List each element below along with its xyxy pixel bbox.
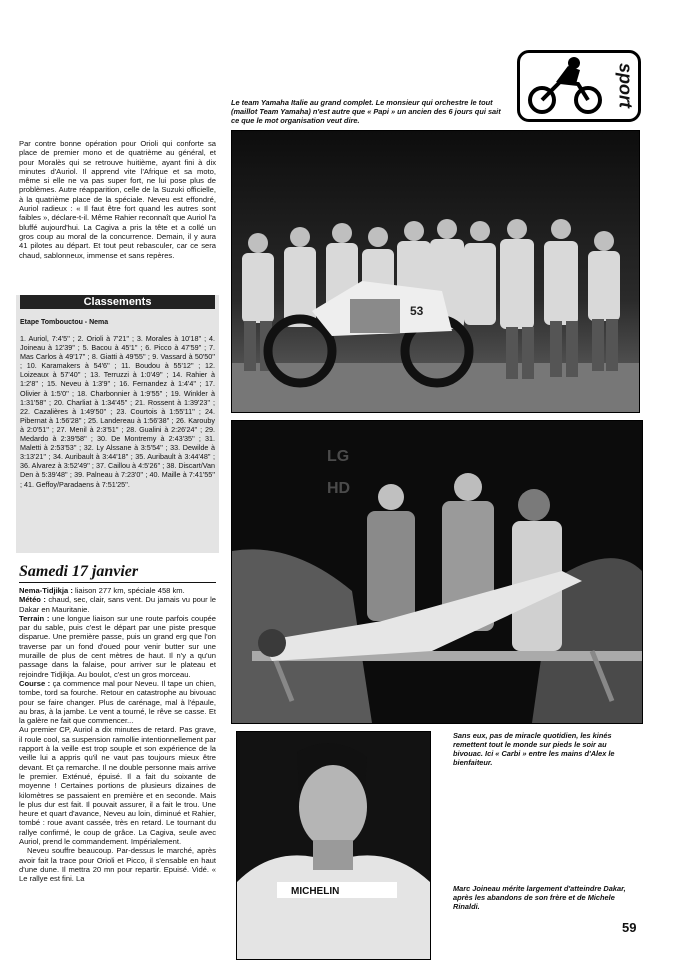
samedi-heading: Samedi 17 janvier: [19, 563, 139, 580]
meteo-label: Météo :: [19, 595, 46, 605]
photo-physio: [231, 420, 643, 724]
classements-stage: Etape Tombouctou - Nema: [20, 319, 109, 326]
classements-box: [16, 295, 219, 553]
meteo-text: chaud, sec, clair, sans vent. Du jamais vu pour le Dakar en Mauritanie.: [19, 595, 216, 614]
terrain-label: Terrain :: [19, 613, 50, 623]
sponsor-label: MICHELIN: [291, 886, 340, 897]
route-label: Nema-Tidjikja :: [19, 586, 73, 595]
route-text: liaison 277 km, spéciale 458 km.: [72, 586, 185, 595]
sport-logo: [517, 50, 641, 122]
samedi-para2: Au premier CP, Auriol a dix minutes de retard. Pas grave, il roule cool, sa suspension ramollie intentionnellement par rapport à la veille est trop souple et son expérience de la veille lui a appris qu'il ne vaut pas toujours mieux être devant. Et ça remarche. Il ne double personne mais arrive le premier. Exténué, épuisé. Il a fait du soixante de moyenne ! Certaines portions de plusieurs dizaines de kilomètres se passaient en première et en seconde. Mais le plus dur est fait. Il pouvait assurer, il a fait le trou. Une heure et quart d'avance, Neveu au loin, diminué et Rahier, tombé : roue avant cassée, très en retard. Le tournant du rallye confirmé, le coup de grâce. La Cagiva, seule avec Auriol, prend le commandement. Impérialement.: [19, 725, 216, 847]
watermark-hd: HD: [327, 480, 351, 497]
photo-marc-joineau: [236, 731, 431, 960]
motorcycle-icon: [526, 56, 606, 116]
photo-yamaha-team: [231, 130, 640, 413]
sport-label: sport: [615, 63, 636, 108]
samedi-para3: Neveu souffre beaucoup. Par-dessus le marché, après avoir fait la trace pour Orioli et Picco, il s'ensable en haut d'une dune. Il mettra 20 mn pour repartir. Epuisé. Vidé. « Le rallye est fini. La: [19, 846, 216, 884]
classements-results: 1. Auriol, 7:4'5'' ; 2. Orioli à 7'21'' ; 3. Morales à 10'18'' ; 4. Joineau à 12'39'' ; 5. Bacou à 45'1'' ; 6. Picco à 47'59'' ; 7. Mas Carlos à 49'17'' ; 8. Giatti à 49'55'' ; 9. Vassard à 50'50'' ; 10. Karamakers à 54'6'' ; 11. Boudou à 55'12'' ; 12. Loizeaux à 57'40'' ; 13. Terruzzi à 1:0'49'' ; 14. Rahier à 1:2'8'' ; 15. Neveu à 1:3'9'' ; 16. Fernandez à 1:4'4'' ; 17. Olivier à 1:5'0'' ; 18. Charbonnier à 1:9'55'' ; 19. Winkler à 1:31'58'' ; 20. Charliat à 1:34'45'' ; 21. Rossent à 1:39'23'' ; 22. Cazalières à 1:49'50'' ; 23. Courtois à 1:55'11'' ; 24. Pibernat à 1:56'28'' ; 25. Landereau à 1:56'38'' ; 26. Karouby à 2:0'51'' ; 27. Menil à 2:3'51'' ; 28. Gualini à 2:26'24'' ; 29. Medardo à 2:39'58'' ; 30. De Montremy à 2:43'35'' ; 31. Maletti à 2:53'53'' ; 32. Ly Alssane à 3:5'54'' ; 33. Dewilde à 3:13'21'' ; 34. Auribault à 3:44'18'' ; 35. Auribault à 3:44'48'' ; 36. Alvarez à 3:52'49'' ; 37. Caillou à 4:5'26'' ; 38. Discart/Van Den à 5:39'48'' ; 39. Palneau à 7:23'0'' ; 40. Maille à 7:41'55'' ; 41. Geffoy/Paradaens à 7:51'25''.: [20, 334, 215, 489]
caption-team-yamaha: Le team Yamaha Italie au grand complet. Le monsieur qui orchestre le tout (maillot Team Yamaha) n'est autre que « Papi » un ancien des 6 jours qui sait ce que le mot organisation veut dire.: [231, 98, 501, 125]
caption-kines: Sans eux, pas de miracle quotidien, les kinés remettent tout le monde sur pieds le soir au bivouac. Ici « Carbi » entre les mains d'Alex le bienfaiteur.: [453, 731, 615, 767]
samedi-underline: [19, 582, 216, 583]
watermark-lg: LG: [327, 448, 350, 465]
terrain-text: une longue liaison sur une route parfois coupée par du sable, puis c'est le départ par une piste presque disparue. Une première passe, puis un grand erg que l'on traverse par un fond d'oued pour venir butter sur une muraille de plus de cent mètres de haut. Il n'y a qu'un passage dans la falaise, pour arriver sur le plateau et rejoindre Tidjikja. Au boulot, c'est un gros morceau.: [19, 613, 216, 679]
course-label: Course :: [19, 678, 51, 688]
intro-paragraph: Par contre bonne opération pour Orioli qui conforte sa place de premier mono et de quatrième au général, et pour Moralès qui se retrouve huitième, ayant fini à dix minutes d'Auriol. Il apprend vite l'Afrique et sa moto, même si elle ne va pas super fort, ne lui pose plus de problèmes. Autre réapparition, celle de la Suzuki officielle, à la quatrième place de la spéciale. Neveu est effondré, Auriol radieux : « Il faut être fort quand les autres sont faibles », déclare-t-il. Même Rahier reconnaît que Auriol l'a bluffé aujourd'hui. La Cagiva a pris la tête et a collé un gros coup au moral de la concurrence. Demain, il y aura 41 pilotes au départ. Et tout peut rebasculer, car ce sera chaud, sablonneux, immense et sans repères.: [19, 139, 216, 260]
page-number: 59: [622, 920, 637, 935]
classements-header: Classements: [20, 295, 215, 309]
bike-number: 53: [410, 304, 424, 318]
samedi-body: [19, 586, 216, 884]
caption-joineau: Marc Joineau mérite largement d'atteindre Dakar, après les abandons de son frère et de Michele Rinaldi.: [453, 884, 626, 911]
course-text: ça commence mal pour Neveu. Il tape un chien, tombe, tord sa fourche. Retour en catastrophe au bivouac pour se faire changer. Plus de carénage, mal à l'épaule, au bras, à la jambe. Le vent a tourné, le rêve se casse. Et la galère ne fait que commencer...: [19, 678, 216, 726]
